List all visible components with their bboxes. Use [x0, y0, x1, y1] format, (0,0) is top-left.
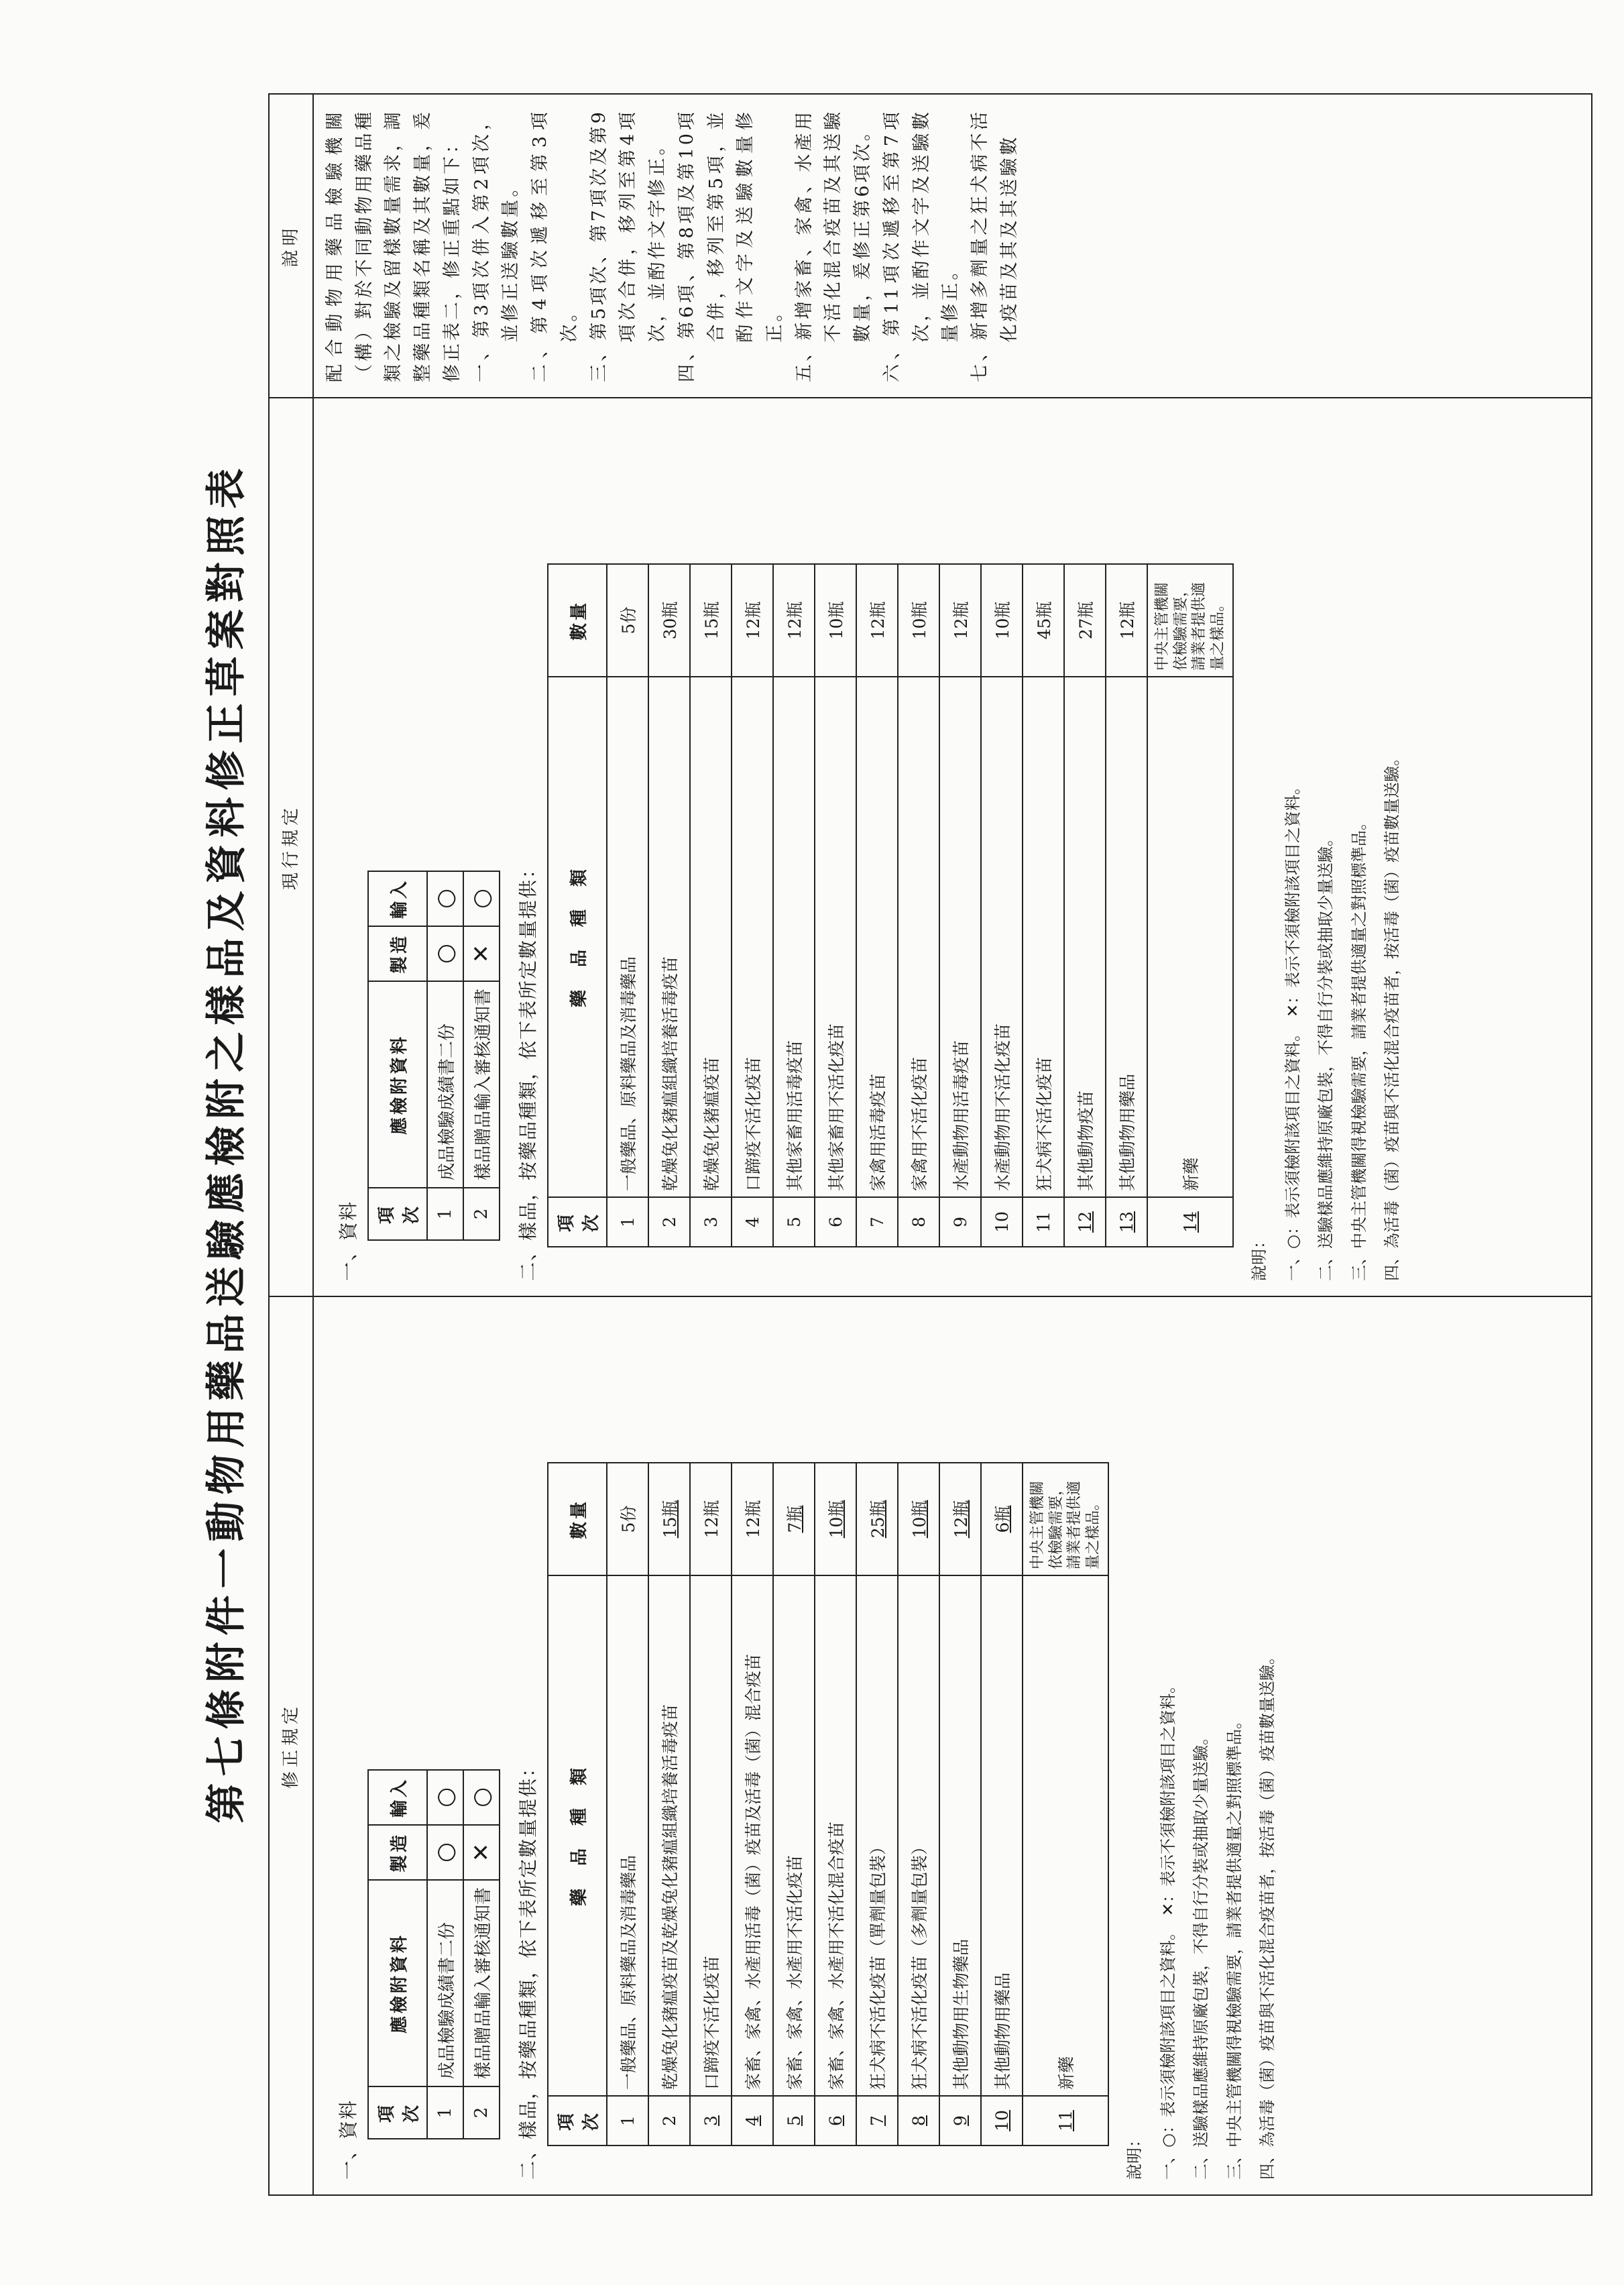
- drug-kind: 口蹄疫不活化疫苗: [690, 1575, 732, 2096]
- quantity: 10瓶: [815, 564, 856, 677]
- header-kind: 藥 品 種 類: [548, 1575, 607, 2096]
- drug-kind: 其他動物用生物藥品: [939, 1575, 981, 2096]
- drug-kind: 乾燥兔化豬瘟疫苗: [690, 677, 732, 1197]
- quantity: 15瓶: [690, 564, 732, 677]
- import-mark: ○: [463, 1770, 500, 1825]
- note-item: 二、送驗樣品應維持原廠包裝，不得自行分裝或抽取少量送驗。: [1192, 1729, 1211, 2180]
- table-row: [1106, 564, 1147, 1247]
- notes-block: [1120, 1312, 1283, 2180]
- row-number: 3: [690, 2096, 732, 2145]
- note-item: 四、為活毒（菌）疫苗與不活化混合疫苗者，按活毒（菌）疫苗數量送驗。: [1258, 1649, 1277, 2180]
- row-number: 10: [981, 2096, 1023, 2145]
- quantity: 15瓶: [648, 1463, 690, 1575]
- document-name: 成品檢驗成績書二份: [427, 981, 463, 1188]
- section-sample-heading: 二、樣品，按藥品種類，依下表所定數量提供：: [517, 858, 539, 1281]
- row-number: 7: [856, 2096, 898, 2145]
- row-number: 8: [898, 2096, 939, 2145]
- row-number: 13: [1106, 1197, 1147, 1247]
- quantity: 27瓶: [1064, 564, 1106, 677]
- document-title: 第七條附件一動物用藥品送驗應檢附之樣品及資料修正草案對照表: [203, 461, 250, 1824]
- table-row: [898, 1463, 939, 2145]
- comparison-table: [268, 93, 1592, 2196]
- notes-title: 說明：: [1250, 1233, 1269, 1281]
- explanation-intro: 配合動物用藥品檢驗機關（構）對於不同動物用藥品種類之檢驗及留樣數量需求，調整藥品種類名稱及其數量，爰修正表二，修正重點如下：: [325, 109, 463, 382]
- import-mark: ○: [427, 1770, 463, 1825]
- amended-column: [270, 1296, 1591, 2194]
- import-mark: ○: [463, 871, 500, 926]
- row-number: 8: [898, 1197, 939, 1247]
- explanation-point: 四、第6項、第8項及第10項合併，移列至第5項，並酌作文字及送驗數量修正。: [676, 109, 786, 382]
- table-row: [981, 1463, 1023, 2145]
- header-no: 項次: [548, 1197, 607, 1247]
- header-item: 應檢附資料: [368, 1880, 427, 2086]
- drug-kind: 乾燥兔化豬瘟組織培養活毒疫苗: [648, 677, 690, 1197]
- quantity: 12瓶: [732, 1463, 773, 1575]
- drug-kind: 其他動物用藥品: [1106, 677, 1147, 1197]
- explanation-point: 七、新增多劑量之狂犬病不活化疫苗及其及其送驗數: [970, 109, 1020, 382]
- quantity: 30瓶: [648, 564, 690, 677]
- table-row: [981, 564, 1023, 1247]
- section-sample-heading: 二、樣品，按藥品種類，依下表所定數量提供：: [517, 1757, 539, 2180]
- header-qty: 數量: [548, 564, 607, 677]
- row-number: 1: [427, 2086, 463, 2139]
- note-item: 二、送驗樣品應維持原廠包裝，不得自行分裝或抽取少量送驗。: [1316, 830, 1336, 1281]
- row-number: 6: [815, 1197, 856, 1247]
- manufacture-mark: ○: [427, 1825, 463, 1880]
- row-number: 11: [1023, 2096, 1108, 2145]
- table-row: [732, 564, 773, 1247]
- explanation-point: 一、第3項次併入第2項次，並修正送驗數量。: [471, 109, 522, 382]
- explanation-points: [467, 109, 1025, 382]
- notes-block: [1244, 413, 1408, 1281]
- table-row: [607, 564, 648, 1247]
- quantity: 10瓶: [815, 1463, 856, 1575]
- drug-kind: 一般藥品、原料藥品及消毒藥品: [607, 1575, 648, 2096]
- current-body: [314, 398, 1417, 1296]
- drug-kind: 新藥: [1023, 1575, 1108, 2096]
- drug-kind: 家畜、家禽、水產用活毒（菌）疫苗及活毒（菌）混合疫苗: [732, 1575, 773, 2096]
- header-make: 製造: [368, 926, 427, 981]
- drug-kind: 家禽用活毒疫苗: [856, 677, 898, 1197]
- notes-title: 說明：: [1125, 2131, 1144, 2180]
- row-number: 4: [732, 2096, 773, 2145]
- row-number: 4: [732, 1197, 773, 1247]
- table-row: [1064, 564, 1106, 1247]
- row-number: 14: [1147, 1197, 1233, 1247]
- explanation-point: 五、新增家畜、家禽、水產用不活化混合疫苗及其送驗數量，爰修正第6項次。: [793, 109, 874, 382]
- table-row: [732, 1463, 773, 2145]
- quantity: 10瓶: [981, 564, 1023, 677]
- row-number: 10: [981, 1197, 1023, 1247]
- manufacture-mark: ✕: [463, 926, 500, 981]
- table-row: [427, 871, 463, 1240]
- amended-header: 修正規定: [270, 1297, 314, 2194]
- row-number: 2: [463, 1188, 500, 1240]
- table-row: [773, 564, 815, 1247]
- note-item: 三、中央主管機關得視檢驗需要，請業者提供適量之對照標準品。: [1349, 814, 1369, 1281]
- table-row: [463, 871, 500, 1240]
- row-number: 9: [939, 1197, 981, 1247]
- note-item: 三、中央主管機關得視檢驗需要，請業者提供適量之對照標準品。: [1224, 1713, 1244, 2180]
- note-item: 一、○：表示須檢附該項目之資料。 ✕：表示不須檢附該項目之資料。: [1283, 778, 1302, 1281]
- header-no: 項次: [368, 2086, 427, 2139]
- sample-quantity-table: [547, 1462, 1109, 2146]
- note-item: 四、為活毒（菌）疫苗與不活化混合疫苗者，按活毒（菌）疫苗數量送驗。: [1383, 750, 1402, 1281]
- amended-body: [314, 1297, 1293, 2194]
- header-item: 應檢附資料: [368, 981, 427, 1188]
- row-number: 5: [773, 2096, 815, 2145]
- current-header: 現行規定: [270, 398, 314, 1296]
- quantity: 12瓶: [939, 1463, 981, 1575]
- drug-kind: 家禽用不活化疫苗: [898, 677, 939, 1197]
- explanation-header: 說明: [270, 95, 314, 397]
- quantity: 12瓶: [690, 1463, 732, 1575]
- quantity-note: 中央主管機關依檢驗需要，請業者提供適量之樣品。: [1023, 1463, 1108, 1575]
- header-make: 製造: [368, 1825, 427, 1880]
- drug-kind: 狂犬病不活化疫苗（單劑量包裝）: [856, 1575, 898, 2096]
- drug-kind: 其他家畜用活毒疫苗: [773, 677, 815, 1197]
- quantity: 5份: [607, 1463, 648, 1575]
- document-name: 樣品贈品輸入審核通知書: [463, 1880, 500, 2086]
- table-row: [856, 564, 898, 1247]
- import-mark: ○: [427, 871, 463, 926]
- row-number: 11: [1023, 1197, 1064, 1247]
- drug-kind: 其他家畜用不活化疫苗: [815, 677, 856, 1197]
- drug-kind: 口蹄疫不活化疫苗: [732, 677, 773, 1197]
- header-no: 項次: [548, 2096, 607, 2145]
- drug-kind: 水產動物用活毒疫苗: [939, 677, 981, 1197]
- header-no: 項次: [368, 1188, 427, 1240]
- table-row: [898, 564, 939, 1247]
- sample-quantity-table: [547, 563, 1234, 1247]
- table-row: [690, 564, 732, 1247]
- table-row: [773, 1463, 815, 2145]
- row-number: 2: [648, 2096, 690, 2145]
- drug-kind: 其他動物用藥品: [981, 1575, 1023, 2096]
- row-number: 5: [773, 1197, 815, 1247]
- explanation-body: [314, 95, 1031, 397]
- row-number: 2: [463, 2086, 500, 2139]
- drug-kind: 家畜、家禽、水產用不活化混合疫苗: [815, 1575, 856, 2096]
- drug-kind: 家畜、家禽、水產用不活化疫苗: [773, 1575, 815, 2096]
- table-row: [815, 1463, 856, 2145]
- drug-kind: 一般藥品、原料藥品及消毒藥品: [607, 677, 648, 1197]
- drug-kind: 新藥: [1147, 677, 1233, 1197]
- section-data-heading: 一、資料: [337, 2099, 359, 2180]
- row-number: 3: [690, 1197, 732, 1247]
- note-item: 一、○：表示須檢附該項目之資料。 ✕：表示不須檢附該項目之資料。: [1158, 1677, 1177, 2180]
- drug-kind: 狂犬病不活化疫苗: [1023, 677, 1064, 1197]
- table-row: [856, 1463, 898, 2145]
- quantity: 25瓶: [856, 1463, 898, 1575]
- required-documents-table: [367, 1769, 500, 2139]
- row-number: 1: [427, 1188, 463, 1240]
- drug-kind: 水產動物用不活化疫苗: [981, 677, 1023, 1197]
- quantity: 10瓶: [898, 564, 939, 677]
- explanation-column: [270, 95, 1591, 397]
- row-number: 6: [815, 2096, 856, 2145]
- table-row: [648, 1463, 690, 2145]
- current-column: [270, 397, 1591, 1296]
- table-header-row: [368, 871, 427, 1240]
- table-row: [463, 1770, 500, 2139]
- row-number: 2: [648, 1197, 690, 1247]
- explanation-point: 二、第4項次遞移至第3項次。: [530, 109, 580, 382]
- table-header-row: [548, 1463, 607, 2145]
- table-row: [427, 1770, 463, 2139]
- drug-kind: 乾燥兔化豬瘟疫苗及乾燥兔化豬瘟組織培養活毒疫苗: [648, 1575, 690, 2096]
- table-header-row: [368, 1770, 427, 2139]
- quantity: 5份: [607, 564, 648, 677]
- row-number: 1: [607, 1197, 648, 1247]
- table-row: [648, 564, 690, 1247]
- quantity: 45瓶: [1023, 564, 1064, 677]
- table-header-row: [548, 564, 607, 1247]
- row-number: 12: [1064, 1197, 1106, 1247]
- header-kind: 藥 品 種 類: [548, 677, 607, 1197]
- header-import: 輸入: [368, 871, 427, 926]
- table-row: [939, 1463, 981, 2145]
- row-number: 7: [856, 1197, 898, 1247]
- header-import: 輸入: [368, 1770, 427, 1825]
- row-number: 9: [939, 2096, 981, 2145]
- table-row: [939, 564, 981, 1247]
- document-name: 樣品贈品輸入審核通知書: [463, 981, 500, 1188]
- explanation-point: 三、第5項次、第7項次及第9項次合併，移列至第4項次，並酌作文字修正。: [588, 109, 669, 382]
- document-name: 成品檢驗成績書二份: [427, 1880, 463, 2086]
- quantity: 12瓶: [939, 564, 981, 677]
- quantity: 12瓶: [856, 564, 898, 677]
- quantity: 10瓶: [898, 1463, 939, 1575]
- table-row: [815, 564, 856, 1247]
- quantity: 7瓶: [773, 1463, 815, 1575]
- row-number: 1: [607, 2096, 648, 2145]
- required-documents-table: [367, 871, 500, 1241]
- table-row: [1023, 564, 1064, 1247]
- table-row: [1147, 564, 1233, 1247]
- drug-kind: 其他動物疫苗: [1064, 677, 1106, 1197]
- table-row: [607, 1463, 648, 2145]
- quantity-note: 中央主管機關依檢驗需要，請業者提供適量之樣品。: [1147, 564, 1233, 677]
- explanation-point: 六、第11項次遞移至第7項次，並酌作文字及送驗數量修正。: [881, 109, 962, 382]
- section-data-heading: 一、資料: [337, 1200, 359, 1281]
- drug-kind: 狂犬病不活化疫苗（多劑量包裝）: [898, 1575, 939, 2096]
- quantity: 12瓶: [1106, 564, 1147, 677]
- quantity: 6瓶: [981, 1463, 1023, 1575]
- quantity: 12瓶: [732, 564, 773, 677]
- table-row: [1023, 1463, 1108, 2145]
- manufacture-mark: ○: [427, 926, 463, 981]
- table-row: [690, 1463, 732, 2145]
- manufacture-mark: ✕: [463, 1825, 500, 1880]
- header-qty: 數量: [548, 1463, 607, 1575]
- quantity: 12瓶: [773, 564, 815, 677]
